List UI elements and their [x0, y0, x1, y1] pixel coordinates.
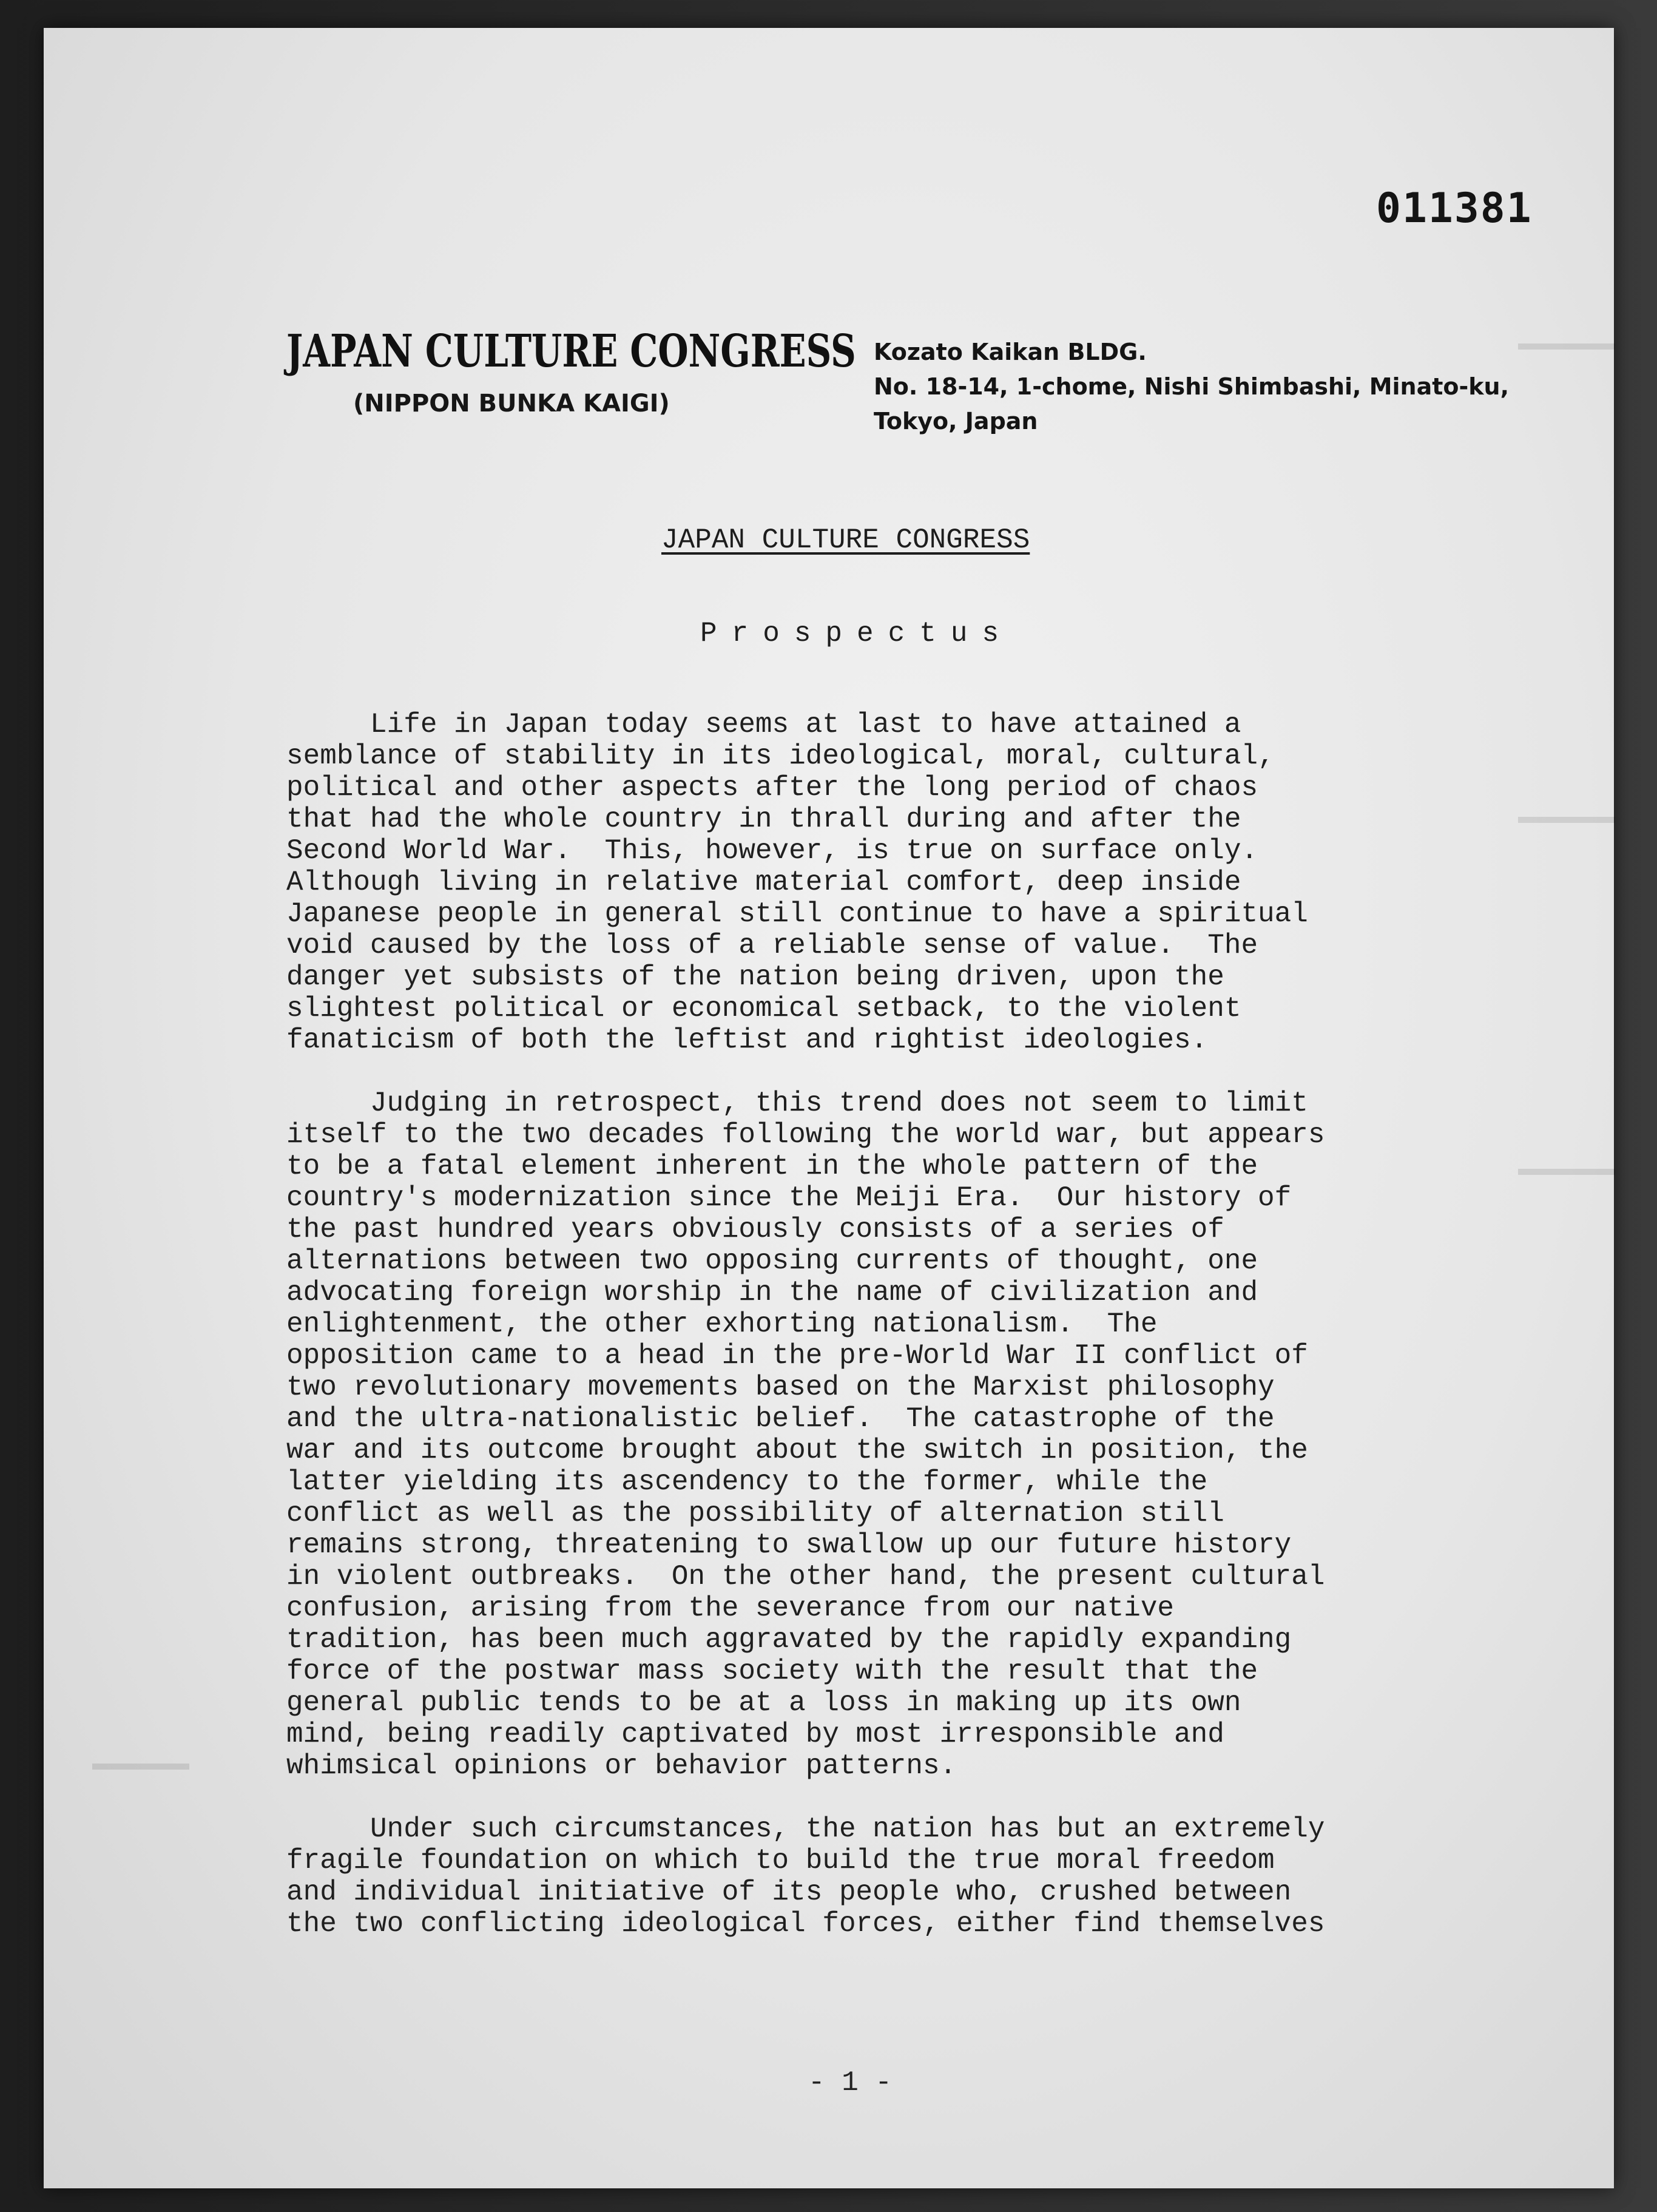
paragraph-line: Although living in relative material comfort, deep inside	[286, 867, 1241, 898]
paragraph-line: political and other aspects after the long period of chaos	[286, 772, 1258, 803]
document-heading: JAPAN CULTURE CONGRESS	[661, 524, 1030, 556]
paragraph	[286, 709, 1500, 1056]
document-subheading: Prospectus	[700, 618, 1014, 649]
paragraph-line: two revolutionary movements based on the Marxist philosophy	[286, 1372, 1275, 1403]
address-line: Tokyo, Japan	[874, 408, 1038, 435]
paragraph-line: itself to the two decades following the world war, but appears	[286, 1119, 1325, 1151]
paragraph-line: and the ultra-nationalistic belief. The catastrophe of the	[286, 1403, 1275, 1435]
paragraph-line: alternations between two opposing currents of thought, one	[286, 1245, 1258, 1277]
paragraph-line: and individual initiative of its people who, crushed between	[286, 1876, 1292, 1908]
paragraph-line: Life in Japan today seems at last to have attained a	[286, 709, 1241, 740]
address-line: Kozato Kaikan BLDG.	[874, 339, 1147, 365]
paragraph-line: danger yet subsists of the nation being driven, upon the	[286, 961, 1224, 993]
paragraph-line: void caused by the loss of a reliable sense of value. The	[286, 930, 1258, 961]
paragraph-line: mind, being readily captivated by most irresponsible and	[286, 1719, 1224, 1750]
document-body	[286, 709, 1500, 1971]
document-page	[44, 28, 1614, 2188]
paragraph-line: conflict as well as the possibility of alternation still	[286, 1498, 1224, 1529]
paragraph	[286, 1813, 1500, 1940]
paragraph-line: force of the postwar mass society with the result that the	[286, 1656, 1258, 1687]
page-number: - 1 -	[808, 2067, 893, 2099]
letterhead-org-native-name: (NIPPON BUNKA KAIGI)	[353, 390, 670, 418]
scan-artifact	[1518, 343, 1615, 350]
paragraph-line: the past hundred years obviously consists of a series of	[286, 1214, 1224, 1245]
paragraph-line: latter yielding its ascendency to the former, while the	[286, 1466, 1208, 1498]
paragraph-line: Japanese people in general still continue to have a spiritual	[286, 898, 1308, 930]
paragraph-line: fanaticism of both the leftist and rightist ideologies.	[286, 1024, 1208, 1056]
paragraph-line: whimsical opinions or behavior patterns.	[286, 1750, 957, 1782]
scan-artifact	[1518, 1169, 1615, 1175]
scan-artifact	[92, 1764, 189, 1770]
paragraph-line: Second World War. This, however, is true on surface only.	[286, 835, 1258, 867]
letterhead-org-name: JAPAN CULTURE CONGRESS	[286, 325, 856, 377]
scan-artifact	[1518, 817, 1615, 823]
paragraph-line: enlightenment, the other exhorting nationalism. The	[286, 1308, 1158, 1340]
paragraph-line: that had the whole country in thrall during and after the	[286, 803, 1241, 835]
paragraph-line: country's modernization since the Meiji Era. Our history of	[286, 1182, 1292, 1214]
paragraph-line: general public tends to be at a loss in making up its own	[286, 1687, 1241, 1719]
paragraph-line: in violent outbreaks. On the other hand, the present cultural	[286, 1561, 1325, 1592]
paragraph-line: fragile foundation on which to build the true moral freedom	[286, 1845, 1275, 1876]
paragraph-line: to be a fatal element inherent in the whole pattern of the	[286, 1151, 1258, 1182]
paragraph-line: Under such circumstances, the nation has but an extremely	[286, 1813, 1325, 1845]
letterhead-address	[874, 335, 1509, 439]
paragraph-line: opposition came to a head in the pre-World War II conflict of	[286, 1340, 1308, 1372]
paragraph	[286, 1087, 1500, 1782]
paragraph-line: confusion, arising from the severance from our native	[286, 1592, 1175, 1624]
document-number: 011381	[1376, 184, 1533, 232]
paragraph-line: Judging in retrospect, this trend does not seem to limit	[286, 1087, 1308, 1119]
paragraph-line: the two conflicting ideological forces, either find themselves	[286, 1908, 1325, 1940]
address-line: No. 18-14, 1-chome, Nishi Shimbashi, Minato-ku,	[874, 373, 1510, 400]
paragraph-line: war and its outcome brought about the switch in position, the	[286, 1435, 1308, 1466]
paragraph-line: remains strong, threatening to swallow up our future history	[286, 1529, 1292, 1561]
paragraph-line: tradition, has been much aggravated by the rapidly expanding	[286, 1624, 1292, 1656]
paragraph-line: slightest political or economical setback, to the violent	[286, 993, 1241, 1024]
paragraph-line: semblance of stability in its ideological, moral, cultural,	[286, 740, 1275, 772]
paragraph-line: advocating foreign worship in the name of civilization and	[286, 1277, 1258, 1308]
